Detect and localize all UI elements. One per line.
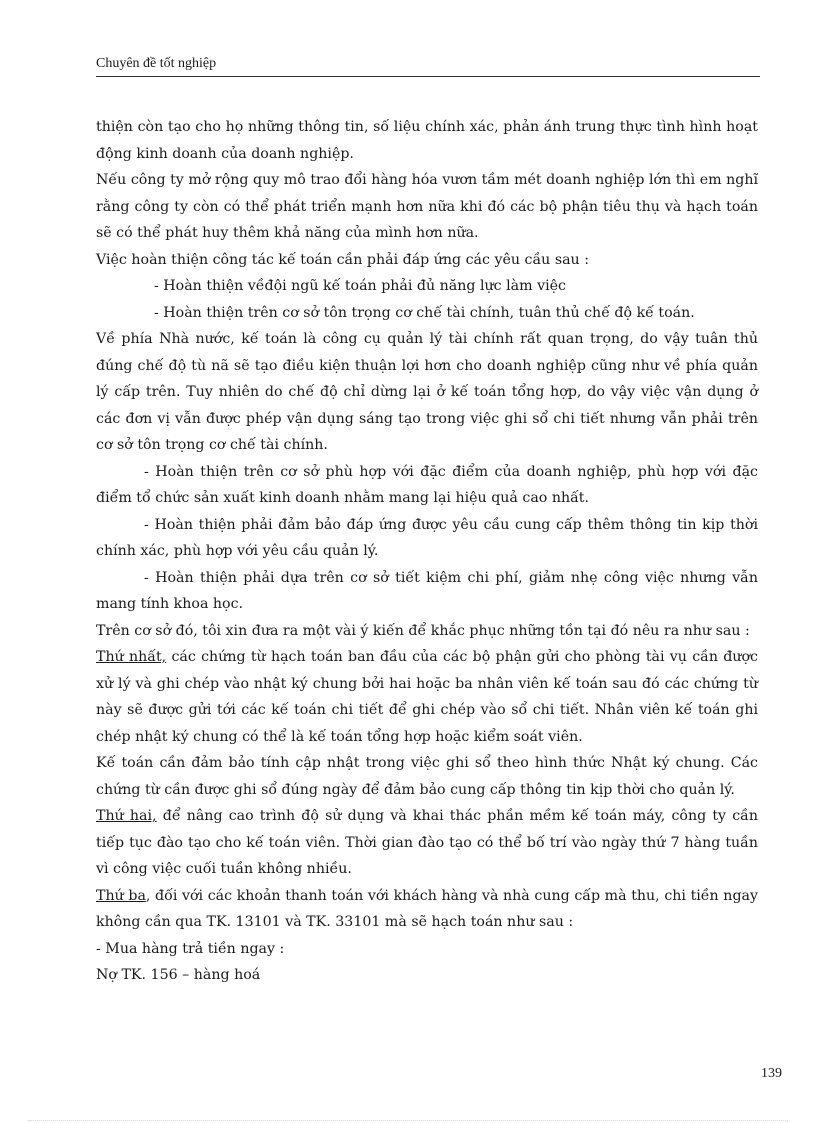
paragraph xyxy=(96,644,758,750)
header-title: Chuyên đề tốt nghiệp xyxy=(96,56,217,71)
point-text: , đối với các khoản thanh toán với khách hàng và nhà cung cấp mà thu, chi tiền ngay không cần qua TK. 13101 và TK. 33101 mà sẽ hạch toán như sau : xyxy=(96,887,758,930)
requirement-item: - Hoàn thiện trên cơ sở tôn trọng cơ chế tài chính, tuân thủ chế độ kế toán. xyxy=(154,304,695,321)
point-text: để nâng cao trình độ sử dụng và khai thác phần mềm kế toán máy, công ty cần tiếp tục đào tạo cho kế toán viên. Thời gian đào tạo có thể bố trí vào ngày thứ 7 hàng tuần vì công việc cuối tuần không nhiều. xyxy=(96,808,759,877)
requirement-item: - Hoàn thiện phải dựa trên cơ sở tiết kiệm chi phí, giảm nhẹ công việc nhưng vẫn mang tính khoa học. xyxy=(96,569,758,612)
point-label: Thứ ba xyxy=(96,887,146,904)
paragraph: Trên cơ sở đó, tôi xin đưa ra một vài ý kiến để khắc phục những tồn tại đó nêu ra như sau : xyxy=(96,622,750,639)
requirement-item: - Hoàn thiện phải đảm bảo đáp ứng được yêu cầu cung cấp thêm thông tin kịp thời chính xác, phù hợp với yêu cầu quản lý. xyxy=(96,516,758,559)
paragraph: Nếu công ty mở rộng quy mô trao đổi hàng hóa vươn tầm mét doanh nghiệp lớn thì em nghĩ rằng công ty còn có thể phát triển mạnh hơn nữa khi đó các bộ phận tiêu thụ và hạch toán sẽ có thể phát huy thêm khả năng của mình hơn nữa. xyxy=(96,172,758,241)
requirement-item: - Hoàn thiện trên cơ sở phù hợp với đặc điểm của doanh nghiệp, phù hợp với đặc điểm tổ chức sản xuất kinh doanh nhằm mang lại hiệu quả cao nhất. xyxy=(96,463,758,506)
paragraph: Về phía Nhà nước, kế toán là công cụ quản lý tài chính rất quan trọng, do vậy tuân thủ đúng chế độ tù nã sẽ tạo điều kiện thuận lợi hơn cho doanh nghiệp cũng như về phía quản lý cấp trên. Tuy nhiên do chế độ chỉ dừng lại ở kế toán tổng hợp, do vậy việc vận dụng ở các đơn vị vẫn được phép vận dụng sáng tạo trong việc ghi sổ chi tiết nhưng vẫn phải trên cơ sở tôn trọng cơ chế tài chính. xyxy=(96,331,758,453)
paragraph: Nợ TK. 156 – hàng hoá xyxy=(96,967,261,983)
paragraph xyxy=(96,883,758,936)
page-number: 139 xyxy=(761,1066,782,1081)
point-label: Thứ nhất, xyxy=(96,649,167,665)
requirement-item: - Hoàn thiện vềđội ngũ kế toán phải đủ năng lực làm việc xyxy=(154,278,566,294)
point-text: các chứng từ hạch toán ban đầu của các bộ phận gửi cho phòng tài vụ cần được xử lý và ghi chép vào nhật ký chung bởi hai hoặc ba nhân viên kế toán sau đó các chứng từ này sẽ được gửi tới các kế toán chi tiết để ghi chép vào sổ chi tiết. Nhân viên kế toán ghi chép nhật ký chung có thể là kế toán tổng hợp hoặc kiểm soát viên. xyxy=(96,649,758,745)
page-header xyxy=(96,56,760,77)
paragraph xyxy=(96,803,758,883)
point-label: Thứ hai, xyxy=(96,808,157,824)
page-bottom-divider xyxy=(28,1120,788,1121)
document-body xyxy=(96,114,758,989)
paragraph: Kế toán cần đảm bảo tính cập nhật trong việc ghi sổ theo hình thức Nhật ký chung. Các chứng từ cần được ghi sổ đúng ngày để đảm bảo cung cấp thông tin kịp thời cho quản lý. xyxy=(96,755,758,798)
paragraph: thiện còn tạo cho họ những thông tin, số liệu chính xác, phản ánh trung thực tình hình hoạt động kinh doanh của doanh nghiệp. xyxy=(96,119,758,162)
paragraph: - Mua hàng trả tiền ngay : xyxy=(96,940,285,957)
paragraph: Việc hoàn thiện công tác kế toán cần phải đáp ứng các yêu cầu sau : xyxy=(96,251,589,268)
